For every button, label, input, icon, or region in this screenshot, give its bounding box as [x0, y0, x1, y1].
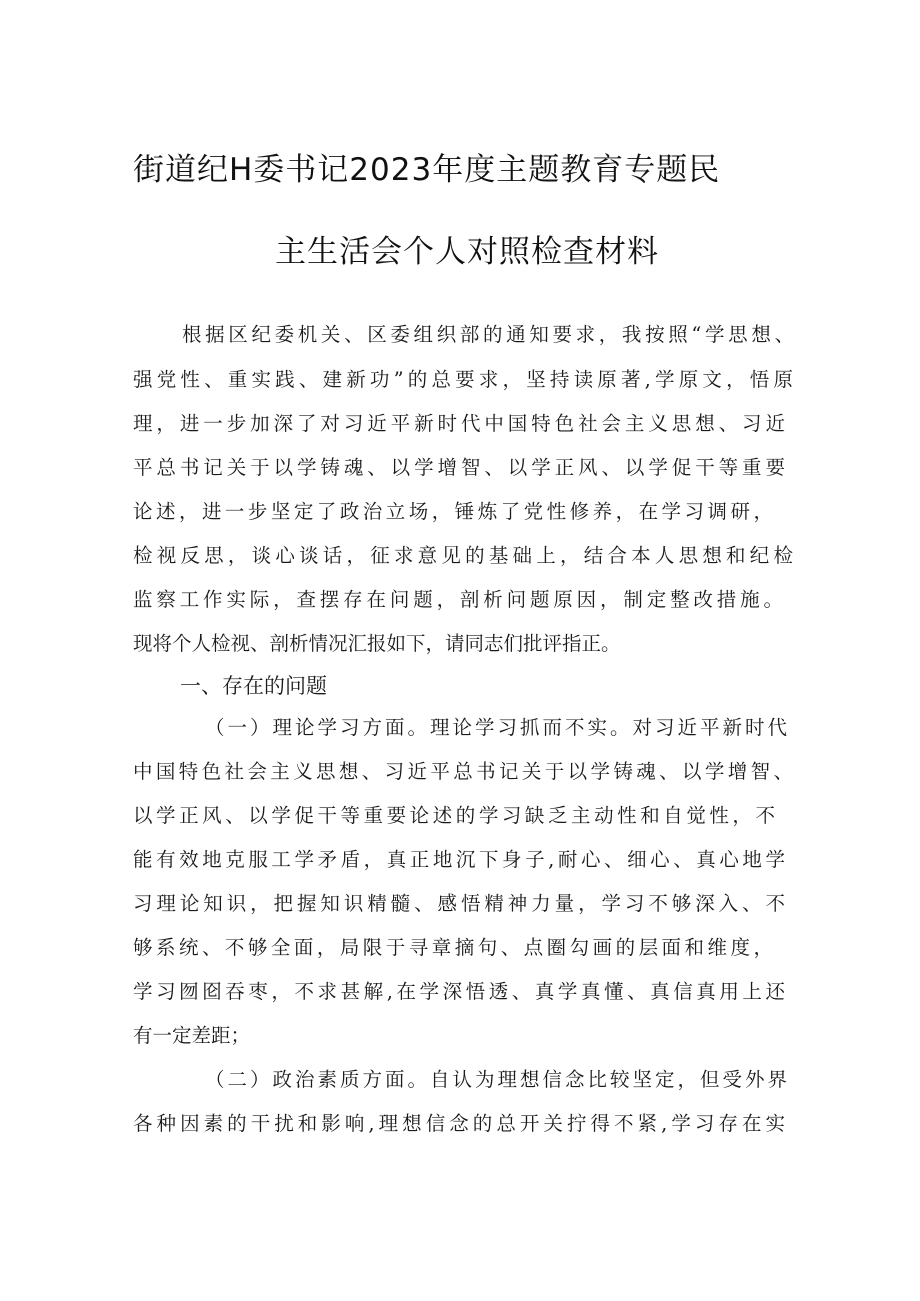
paragraph-line: 习理论知识，把握知识精髓、感悟精神力量，学习不够深入、不 [133, 892, 785, 915]
paragraph-line: 监察工作实际，查摆存在问题，剖析问题原因，制定整改措施。 [133, 588, 783, 611]
paragraph-line: 检视反思，谈心谈话，征求意见的基础上，结合本人思想和纪检 [133, 544, 793, 567]
title-line-2: 主生活会个人对照检查材料 [275, 234, 659, 270]
paragraph-line: 以学正风、以学促干等重要论述的学习缺乏主动性和自觉性，不 [133, 804, 775, 827]
paragraph-line: 够系统、不够全面，局限于寻章摘句、点圈勾画的层面和维度， [133, 936, 773, 959]
paragraph-line: 根据区纪委机关、区委组织部的通知要求，我按照“学思想、 [182, 323, 794, 346]
title-line-1: 街道纪H委书记2023年度主题教育专题民 [133, 152, 721, 188]
paragraph-line: 有一定差距； [133, 1024, 251, 1047]
section-heading: 一、存在的问题 [180, 674, 327, 698]
paragraph-line: 论述，进一步坚定了政治立场，锤炼了党性修养，在学习调研， [133, 500, 773, 523]
paragraph-line: 能有效地克服工学矛盾，真正地沉下身子,耐心、细心、真心地学 [133, 848, 785, 871]
paragraph-line: （一）理论学习方面。理论学习抓而不实。对习近平新时代 [205, 716, 787, 739]
paragraph-line: 中国特色社会主义思想、习近平总书记关于以学铸魂、以学增智、 [133, 760, 793, 783]
paragraph-line: 理，进一步加深了对习近平新时代中国特色社会主义思想、习近 [133, 412, 785, 435]
paragraph-line: 各种因素的干扰和影响,理想信念的总开关拧得不紧,学习存在实 [133, 1112, 785, 1135]
paragraph-line: 学习囫囵吞枣，不求甚解,在学深悟透、真学真懂、真信真用上还 [133, 980, 785, 1003]
paragraph-line: 现将个人检视、剖析情况汇报如下，请同志们批评指正。 [133, 632, 621, 655]
paragraph-line: 强党性、重实践、建新功”的总要求，坚持读原著,学原文，悟原 [133, 368, 793, 391]
paragraph-line: 平总书记关于以学铸魂、以学增智、以学正风、以学促干等重要 [133, 456, 785, 479]
paragraph-line: （二）政治素质方面。自认为理想信念比较坚定，但受外界 [205, 1068, 787, 1091]
